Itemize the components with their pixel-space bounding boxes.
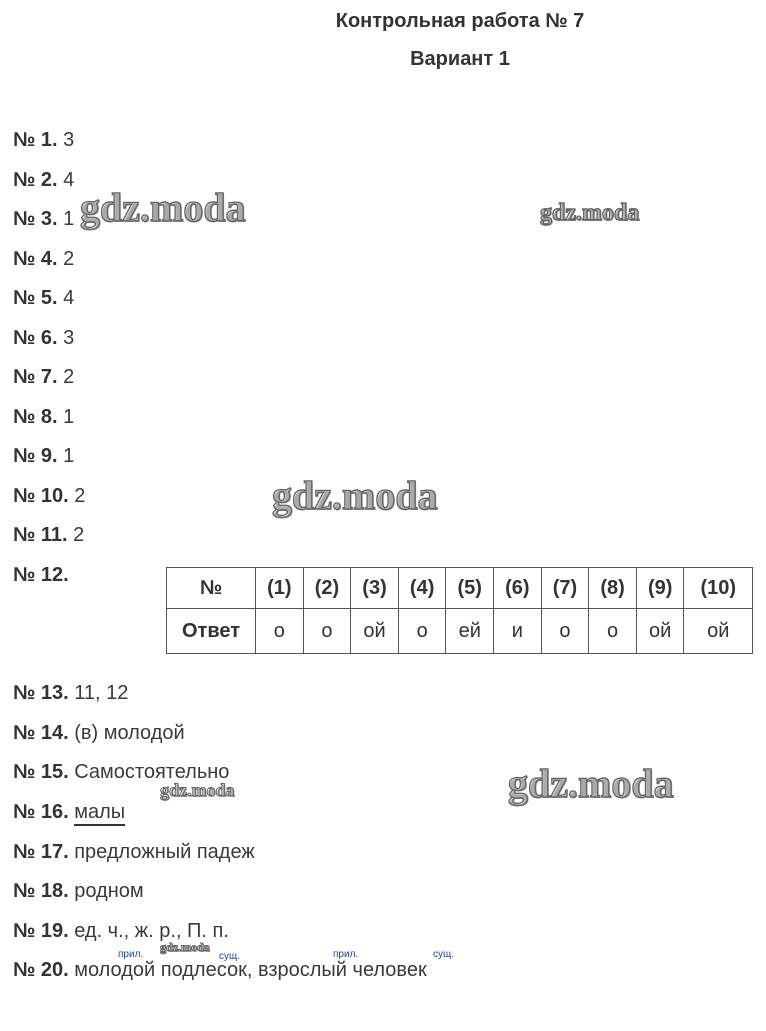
answer-value: 4 [63, 287, 75, 309]
answer-value: 3 [63, 327, 75, 349]
answer-4 [13, 247, 74, 271]
answer-13 [13, 681, 128, 705]
answer-18 [13, 879, 144, 903]
variant-title: Вариант 1 [410, 48, 510, 70]
answer-number: № 13. [13, 682, 69, 704]
answer-value: 2 [63, 366, 75, 388]
answer-number: № 15. [13, 761, 69, 783]
answer-value: 3 [63, 129, 75, 151]
answer-12 [13, 563, 69, 587]
table-cell: о [589, 609, 637, 654]
table-answer-label: Ответ [167, 609, 256, 654]
table-cell: ей [446, 609, 494, 654]
answer-number: № 10. [13, 485, 69, 507]
annotation-adjective: прил. [118, 949, 144, 960]
answer-value: 1 [63, 406, 75, 428]
answer-value: Самостоятельно [74, 761, 230, 783]
watermark: gdz.moda [272, 473, 438, 518]
table-column-header: (3) [351, 568, 399, 609]
answer-table [166, 567, 753, 654]
table-cell: о [303, 609, 351, 654]
answer-2 [13, 168, 74, 192]
answer-9 [13, 444, 74, 468]
table-column-header: (7) [541, 568, 589, 609]
annotation-adjective: прил. [333, 949, 359, 960]
answer-value: 2 [73, 524, 85, 546]
answer-number: № 20. [13, 959, 69, 981]
table-column-header: (2) [303, 568, 351, 609]
table-cell: о [541, 609, 589, 654]
annotation-noun: сущ. [219, 951, 241, 962]
table-header-row [167, 568, 753, 609]
answer-number: № 14. [13, 722, 69, 744]
answer-number: № 6. [13, 327, 58, 349]
watermark: gdz.moda [508, 761, 674, 806]
answer-value: молодой подлесок, взрослый человек [74, 959, 427, 981]
watermark: gdz.moda [160, 780, 235, 800]
answer-number: № 3. [13, 208, 58, 230]
answer-value: 2 [74, 485, 86, 507]
answer-number: № 4. [13, 248, 58, 270]
watermark: gdz.moda [160, 940, 210, 954]
answer-number: № 12. [13, 564, 69, 586]
answer-value: предложный падеж [74, 841, 255, 863]
table-cell: ой [351, 609, 399, 654]
annotation-noun: сущ. [433, 949, 455, 960]
answer-number: № 17. [13, 841, 69, 863]
watermark: gdz.moda [540, 200, 640, 226]
answer-number: № 19. [13, 920, 69, 942]
answer-8 [13, 405, 74, 429]
answer-value: 1 [63, 208, 75, 230]
table-column-header: (10) [684, 568, 753, 609]
answer-number: № 16. [13, 801, 69, 823]
answer-6 [13, 326, 74, 350]
answer-16 [13, 800, 125, 824]
table-cell: о [398, 609, 446, 654]
table-column-header: (8) [589, 568, 637, 609]
answer-value: 2 [63, 248, 75, 270]
table-column-header: (4) [398, 568, 446, 609]
answer-7 [13, 365, 74, 389]
answer-number: № 9. [13, 445, 58, 467]
answer-3 [13, 207, 74, 231]
answer-number: № 7. [13, 366, 58, 388]
answer-number: № 1. [13, 129, 58, 151]
answer-number: № 2. [13, 169, 58, 191]
table-column-header: (5) [446, 568, 494, 609]
answer-5 [13, 286, 74, 310]
table-row [167, 609, 753, 654]
answer-number: № 8. [13, 406, 58, 428]
answer-value: 4 [63, 169, 75, 191]
table-header-label: № [167, 568, 256, 609]
page-title: Контрольная работа № 7 [335, 10, 585, 32]
table-cell: ой [684, 609, 753, 654]
answer-14 [13, 721, 185, 745]
answer-value: ед. ч., ж. р., П. п. [74, 920, 229, 942]
answer-value: (в) молодой [74, 722, 185, 744]
table-column-header: (6) [494, 568, 542, 609]
answer-number: № 18. [13, 880, 69, 902]
answer-number: № 11. [13, 524, 68, 546]
table-column-header: (1) [256, 568, 304, 609]
answer-value: родном [74, 880, 144, 902]
answer-10 [13, 484, 85, 508]
watermark: gdz.moda [80, 185, 246, 230]
answer-value: малы [74, 801, 125, 826]
answer-1 [13, 128, 74, 152]
answer-17 [13, 840, 255, 864]
table-column-header: (9) [636, 568, 684, 609]
answer-value: 1 [63, 445, 75, 467]
answer-11 [13, 523, 84, 547]
answer-number: № 5. [13, 287, 58, 309]
answer-value: 11, 12 [74, 682, 129, 704]
table-cell: о [256, 609, 304, 654]
table-cell: ой [636, 609, 684, 654]
table-cell: и [494, 609, 542, 654]
